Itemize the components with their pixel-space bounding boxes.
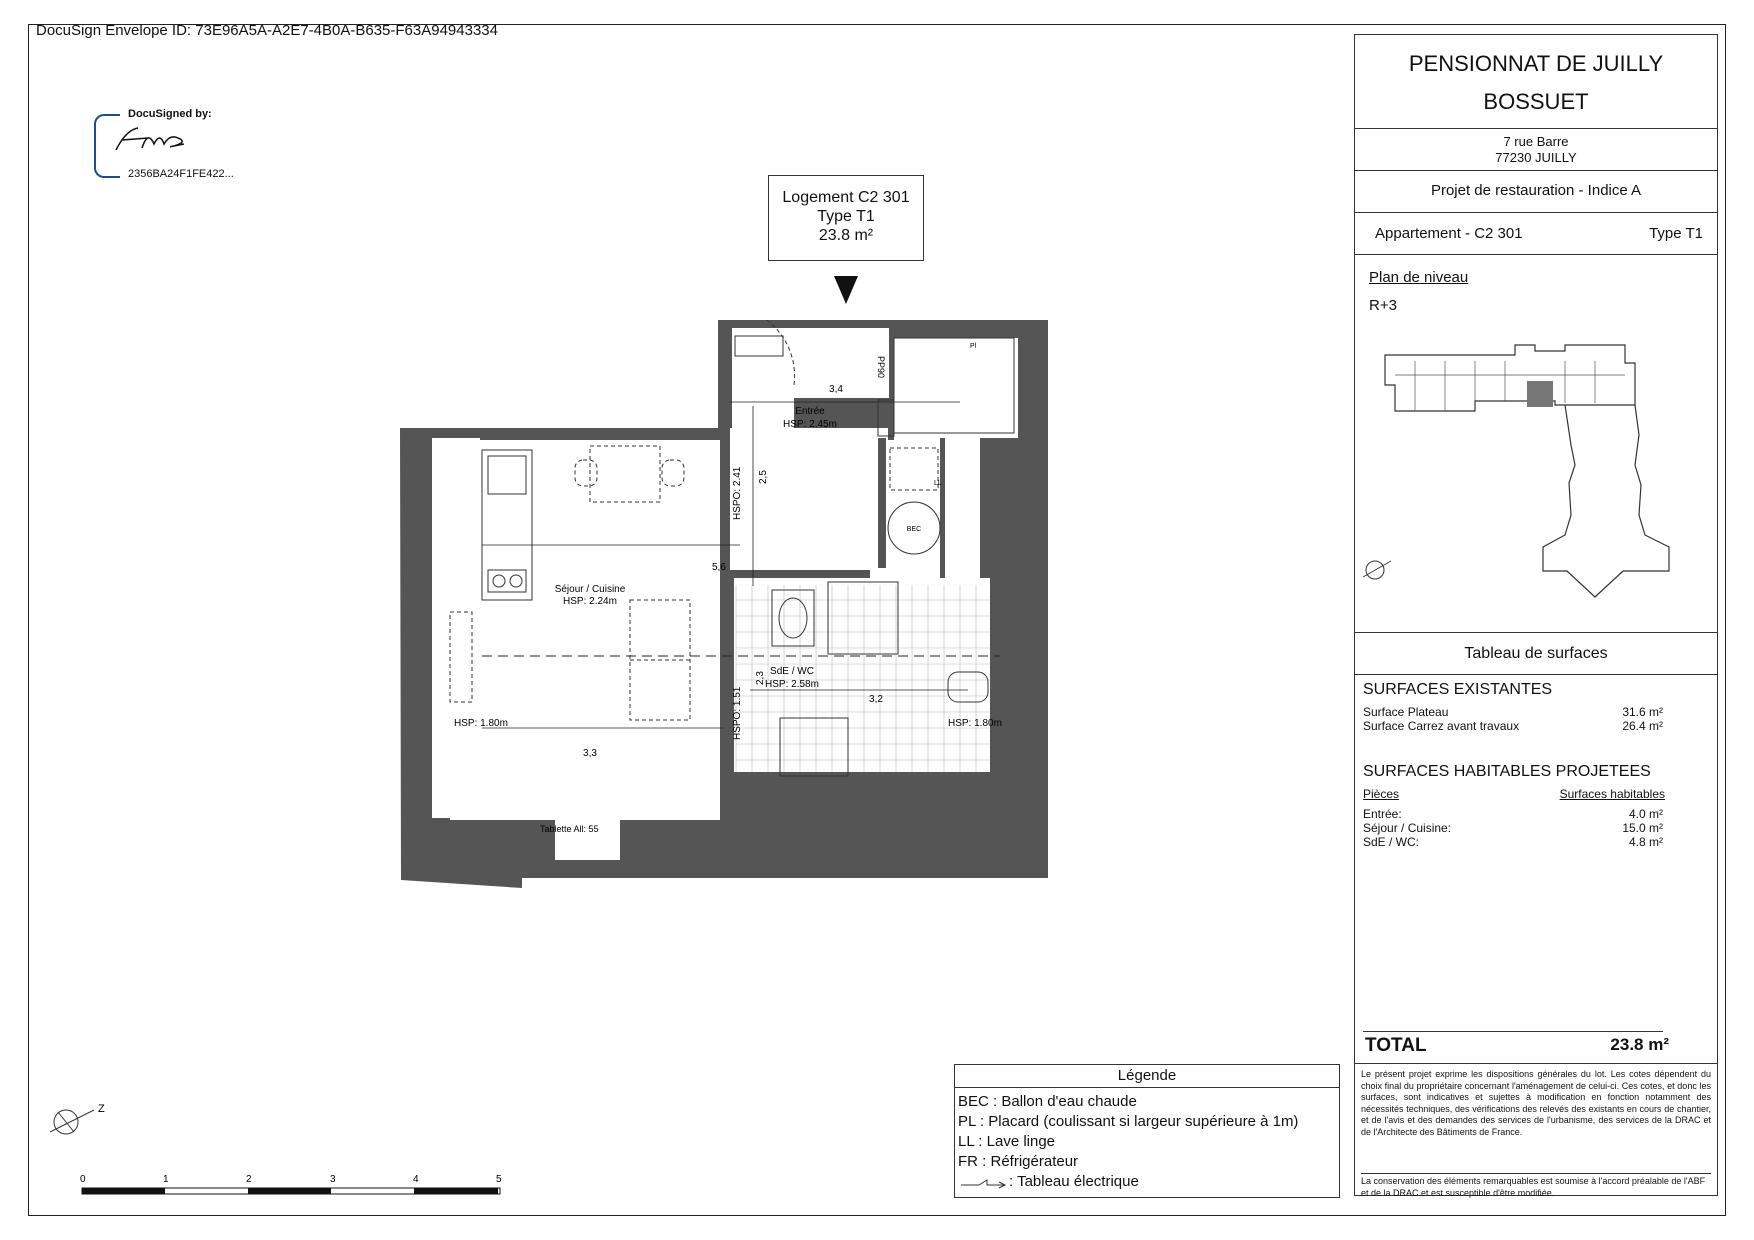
tablette-label: Tablette All: 55 — [540, 824, 599, 834]
docusign-id: 2356BA24F1FE422... — [128, 168, 234, 180]
dim-2-3: 2,3 — [755, 671, 766, 685]
type-label: Type T1 — [1649, 225, 1703, 242]
conservation-note: La conservation des éléments remarquables est soumise à l'accord préalable de l'ABF et de la DRAC et est susceptible d'être modifiée. — [1361, 1173, 1711, 1199]
pl-label: Pl — [970, 343, 977, 350]
projetees-value-2: 4.8 m² — [1628, 835, 1663, 849]
sejour-label: Séjour / Cuisine — [554, 584, 626, 595]
dim-2-5: 2,5 — [758, 470, 769, 484]
entry-arrow-icon — [834, 276, 858, 304]
plan-niveau-title: Plan de niveau — [1369, 269, 1469, 286]
signature-icon — [108, 120, 218, 160]
dim-3-2: 3,2 — [869, 694, 883, 705]
scale-tick-5: 5 — [496, 1174, 502, 1185]
col-surfaces: Surfaces habitables — [1559, 787, 1665, 801]
compass-z: Z — [98, 1103, 105, 1115]
address-line2: 77230 JUILLY — [1495, 150, 1577, 165]
project-title-line1: PENSIONNAT DE JUILLY — [1408, 51, 1664, 76]
scale-tick-2: 2 — [246, 1174, 252, 1185]
compass-icon — [48, 1100, 118, 1140]
projetees-label-2: SdE / WC: — [1363, 835, 1420, 849]
address — [1355, 129, 1717, 171]
scale-tick-0: 0 — [80, 1174, 86, 1185]
address-line1: 7 rue Barre — [1503, 134, 1569, 149]
existantes-label-1: Surface Carrez avant travaux — [1363, 719, 1520, 733]
bec-label: BEC — [906, 526, 922, 533]
sejour-hsp: HSP: 2.24m — [563, 596, 617, 607]
unit-name: Logement C2 301 — [782, 189, 910, 206]
appartement-row — [1355, 213, 1717, 255]
hsp-right: HSP: 1.80m — [948, 718, 1002, 729]
project-title-line2: BOSSUET — [1483, 89, 1589, 114]
pp90-label: PP90 — [876, 356, 886, 379]
tableau-title: Tableau de surfaces — [1355, 633, 1717, 675]
existantes-title: SURFACES EXISTANTES — [1363, 681, 1553, 698]
projetees-label-0: Entrée: — [1363, 807, 1402, 821]
existantes-value-1: 26.4 m² — [1622, 719, 1663, 733]
legend-item-tableau: : Tableau électrique — [1009, 1173, 1139, 1190]
legend-item-bec: BEC : Ballon d'eau chaude — [958, 1093, 1137, 1110]
dim-5-6: 5,6 — [712, 562, 726, 573]
disclaimer-note: Le présent projet exprime les dispositions générales du lot. Les cotes dépendent du choix final du propriétaire concernant l'aménagement de celui-ci. Ces cotes, et donc les surfaces, sont indicatives et sujettes à modification en fonction notamment des nécessités techniques, des vérifications des relevés des existants en cours de chantier, et de l'avis et des demandes des services de l'urbanisme, des services de la DRAC et de l'Architecte des Bâtiments de France. — [1361, 1069, 1711, 1137]
existantes-label-0: Surface Plateau — [1363, 705, 1449, 719]
total-row — [1355, 1031, 1717, 1064]
legend-item-pl: PL : Placard (coulissant si largeur supérieure à 1m) — [958, 1113, 1299, 1130]
projetees-title: SURFACES HABITABLES PROJETEES — [1363, 763, 1651, 780]
entree-label: Entrée — [795, 406, 825, 417]
appartement-label: Appartement - C2 301 — [1375, 225, 1523, 242]
electrical-panel-symbol-icon — [959, 1177, 1009, 1189]
legend-title: Légende — [955, 1065, 1339, 1088]
total-value: 23.8 m² — [1610, 1035, 1669, 1054]
legend-item-fr: FR : Réfrigérateur — [958, 1153, 1079, 1170]
hsp-left: HSP: 1.80m — [454, 718, 508, 729]
unit-info-box — [768, 175, 924, 261]
hspo-2-41: HSPO: 2.41 — [732, 466, 743, 520]
surfaces-section — [1355, 675, 1717, 1025]
existantes-value-0: 31.6 m² — [1622, 705, 1663, 719]
projetees-label-1: Séjour / Cuisine: — [1363, 821, 1452, 835]
scale-tick-4: 4 — [413, 1174, 419, 1185]
entree-hsp: HSP: 2.45m — [783, 419, 837, 430]
projet-label: Projet de restauration - Indice A — [1355, 171, 1717, 213]
level-label: R+3 — [1369, 297, 1397, 314]
docusign-label: DocuSigned by: — [128, 108, 212, 120]
dim-3-3: 3,3 — [583, 748, 597, 759]
scale-bar — [80, 1170, 520, 1210]
plan-niveau-section — [1355, 255, 1717, 633]
envelope-id: DocuSign Envelope ID: 73E96A5A-A2E7-4B0A-B635-F63A94943334 — [36, 22, 498, 39]
projetees-value-1: 15.0 m² — [1622, 821, 1663, 835]
unit-highlight — [1527, 381, 1553, 407]
unit-area: 23.8 m² — [818, 227, 874, 244]
col-pieces: Pièces — [1363, 787, 1400, 801]
key-plan — [1355, 315, 1717, 615]
sde-label: SdE / WC — [770, 666, 814, 677]
dim-3-4: 3,4 — [829, 384, 843, 395]
hspo-1-51: HSPO: 1.51 — [732, 686, 743, 740]
scale-tick-3: 3 — [330, 1174, 336, 1185]
title-block — [1354, 34, 1718, 1196]
unit-type: Type T1 — [817, 208, 875, 225]
total-label: TOTAL — [1365, 1035, 1427, 1056]
project-title — [1355, 35, 1717, 129]
legend-item-ll: LL : Lave linge — [958, 1133, 1056, 1150]
floor-plan — [400, 320, 1060, 890]
sde-hsp: HSP: 2.58m — [765, 679, 819, 690]
legend — [954, 1064, 1340, 1198]
ll-label: LL — [934, 480, 942, 487]
scale-tick-1: 1 — [163, 1174, 169, 1185]
projetees-value-0: 4.0 m² — [1628, 807, 1663, 821]
docusign-stamp — [94, 110, 254, 180]
